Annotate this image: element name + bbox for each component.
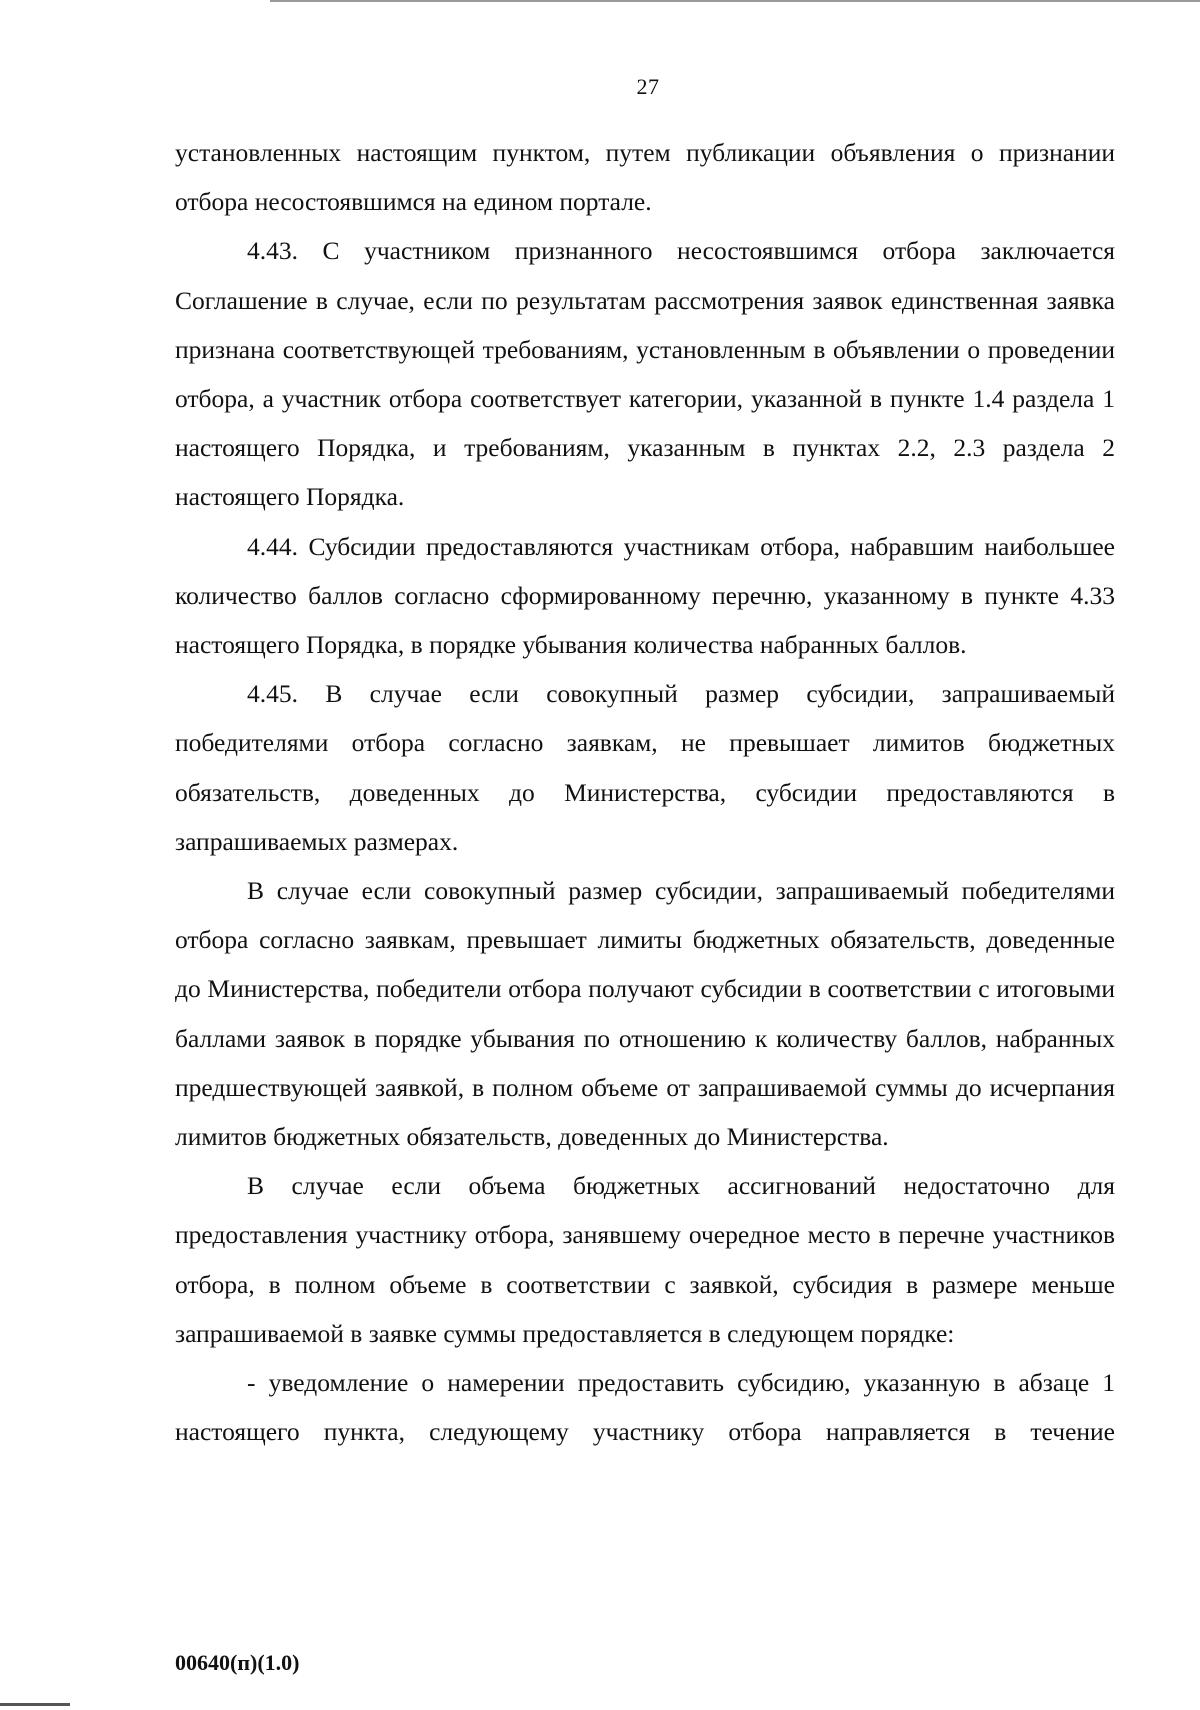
paragraph-4-45-excess: В случае если совокупный размер субсидии, запрашиваемый победителями отбора согласно заявкам, превышает лимиты бюджетных обязательств, доведенные до Министерства, победители отбора получают субсидии в соответствии с итоговыми баллами заявок в порядке убывания по отношению к количеству баллов, набранных предшествующей заявкой, в полном объеме от запрашиваемой суммы до исчерпания лимитов бюджетных обязательств, доведенных до Министерства.: [175, 876, 1115, 1152]
paragraph-4-45: 4.45. В случае если совокупный размер субсидии, запрашиваемый победителями отбора согласно заявкам, не превышает лимитов бюджетных обязательств, доведенных до Министерства, субсидии предоставляются в запрашиваемых размерах.: [175, 679, 1115, 856]
document-body: [175, 128, 1115, 1456]
paragraph-4-45-insufficient: В случае если объема бюджетных ассигнований недостаточно для предоставления участнику отбора, занявшему очередное место в перечне участников отбора, в полном объеме в соответствии с заявкой, субсидия в размере меньше запрашиваемой в заявке суммы предоставляется в следующем порядке:: [175, 1171, 1115, 1348]
scan-top-edge: [270, 0, 1200, 2]
paragraph-notification-item: - уведомление о намерении предоставить субсидию, указанную в абзаце 1 настоящего пункта, следующему участнику отбора направляется в течение: [175, 1368, 1115, 1447]
paragraph-4-43: 4.43. С участником признанного несостоявшимся отбора заключается Соглашение в случае, если по результатам рассмотрения заявок единственная заявка признана соответствующей требованиям, установленным в объявлении о проведении отбора, а участник отбора соответствует категории, указанной в пункте 1.4 раздела 1 настоящего Порядка, и требованиям, указанным в пунктах 2.2, 2.3 раздела 2 настоящего Порядка.: [175, 236, 1115, 512]
scan-bottom-mark: [0, 1703, 70, 1706]
paragraph-4-44: 4.44. Субсидии предоставляются участникам отбора, набравшим наибольшее количество баллов согласно сформированному перечню, указанному в пункте 4.33 настоящего Порядка, в порядке убывания количества набранных баллов.: [175, 531, 1115, 660]
paragraph-continuation: установленных настоящим пунктом, путем публикации объявления о признании отбора несостоявшимся на едином портале.: [175, 138, 1115, 217]
page-number: 27: [636, 74, 660, 99]
document-code: 00640(п)(1.0): [175, 1650, 300, 1675]
